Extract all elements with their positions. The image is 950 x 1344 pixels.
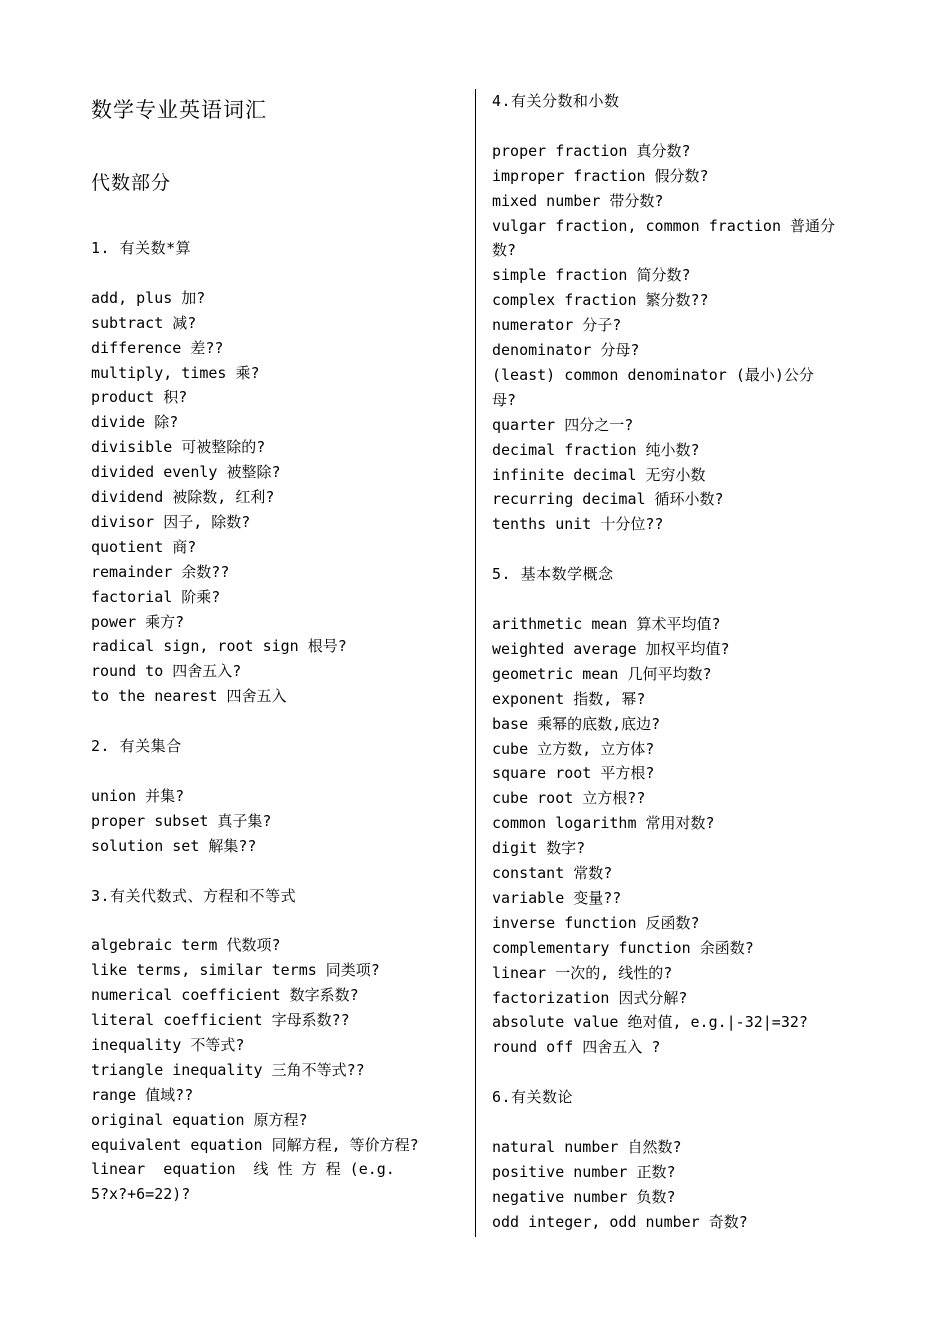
vocab-entry: original equation 原方程? bbox=[91, 1110, 308, 1129]
vocab-entry: product 积? bbox=[91, 388, 188, 407]
vocab-entry: mixed number 带分数? bbox=[492, 191, 664, 210]
vocab-entry: difference 差?? bbox=[91, 338, 224, 357]
vocab-entry: multiply, times 乘? bbox=[91, 363, 260, 382]
vocab-entry: equivalent equation 同解方程, 等价方程? bbox=[91, 1135, 419, 1154]
subsection-heading: 4.有关分数和小数 bbox=[492, 92, 620, 110]
blank-line bbox=[91, 859, 459, 884]
vocab-entry: square root 平方根? bbox=[492, 764, 655, 783]
vocab-entry: literal coefficient 字母系数?? bbox=[91, 1011, 350, 1030]
left-column bbox=[91, 236, 459, 1207]
vocab-entry: weighted average 加权平均值? bbox=[492, 639, 730, 658]
vocab-entry: common logarithm 常用对数? bbox=[492, 814, 715, 833]
blank-line bbox=[91, 261, 459, 286]
vocab-entry: linear equation 线 性 方 程 (e.g. bbox=[91, 1160, 395, 1179]
vocab-entry: to the nearest 四舍五入 bbox=[91, 687, 287, 706]
subsection-heading: 2. 有关集合 bbox=[91, 737, 182, 756]
blank-line bbox=[492, 537, 864, 562]
vocab-entry: subtract 减? bbox=[91, 313, 197, 332]
vocab-entry: like terms, similar terms 同类项? bbox=[91, 961, 380, 980]
vocab-entry: positive number 正数? bbox=[492, 1162, 676, 1181]
vocab-entry: odd integer, odd number 奇数? bbox=[492, 1212, 748, 1231]
vocab-entry: negative number 负数? bbox=[492, 1187, 676, 1206]
subsection-heading: 5. 基本数学概念 bbox=[492, 565, 614, 584]
vocab-entry: radical sign, root sign 根号? bbox=[91, 637, 347, 656]
vocab-entry: inverse function 反函数? bbox=[492, 913, 700, 932]
vocab-entry: numerator 分子? bbox=[492, 316, 622, 335]
vocab-entry: divide 除? bbox=[91, 413, 179, 432]
subsection-heading: 1. 有关数*算 bbox=[91, 239, 192, 257]
vocab-entry: denominator 分母? bbox=[492, 341, 640, 360]
vocab-entry: proper subset 真子集? bbox=[91, 811, 272, 830]
blank-line bbox=[492, 1110, 864, 1135]
vocab-entry: geometric mean 几何平均数? bbox=[492, 664, 712, 683]
vocab-entry: cube 立方数, 立方体? bbox=[492, 739, 655, 758]
vocab-entry: improper fraction 假分数? bbox=[492, 166, 709, 185]
vocab-entry: 母? bbox=[492, 390, 517, 409]
blank-line bbox=[91, 709, 459, 734]
vocab-entry: factorial 阶乘? bbox=[91, 587, 221, 606]
vocab-entry: inequality 不等式? bbox=[91, 1035, 245, 1054]
vocab-entry: complementary function 余函数? bbox=[492, 938, 754, 957]
blank-line bbox=[91, 759, 459, 784]
vocab-entry: cube root 立方根?? bbox=[492, 789, 646, 808]
vocab-entry: round to 四舍五入? bbox=[91, 662, 242, 681]
vocab-entry: divided evenly 被整除? bbox=[91, 463, 281, 482]
vocab-entry: variable 变量?? bbox=[492, 888, 622, 907]
vocab-entry: decimal fraction 纯小数? bbox=[492, 440, 700, 459]
vocab-entry: factorization 因式分解? bbox=[492, 988, 688, 1007]
column-divider bbox=[475, 89, 476, 1237]
vocab-entry: simple fraction 简分数? bbox=[492, 266, 691, 285]
vocab-entry: infinite decimal 无穷小数 bbox=[492, 465, 706, 484]
vocab-entry: dividend 被除数, 红利? bbox=[91, 488, 275, 507]
vocab-entry: range 值域?? bbox=[91, 1085, 194, 1104]
vocab-entry: quarter 四分之一? bbox=[492, 415, 634, 434]
vocab-entry: arithmetic mean 算术平均值? bbox=[492, 614, 721, 633]
vocab-entry: complex fraction 繁分数?? bbox=[492, 291, 709, 310]
vocab-entry: algebraic term 代数项? bbox=[91, 936, 281, 955]
blank-line bbox=[492, 587, 864, 612]
page-title: 数学专业英语词汇 bbox=[91, 98, 267, 122]
subsection-heading: 3.有关代数式、方程和不等式 bbox=[91, 886, 297, 905]
vocab-entry: tenths unit 十分位?? bbox=[492, 515, 664, 534]
vocab-entry: digit 数字? bbox=[492, 839, 586, 858]
vocab-entry: 数? bbox=[492, 241, 517, 260]
subsection-heading: 6.有关数论 bbox=[492, 1088, 574, 1107]
section-title: 代数部分 bbox=[91, 172, 172, 194]
vocab-entry: exponent 指数, 幂? bbox=[492, 689, 646, 708]
blank-line bbox=[492, 114, 864, 139]
vocab-entry: (least) common denominator (最小)公分 bbox=[492, 365, 814, 384]
vocab-entry: triangle inequality 三角不等式?? bbox=[91, 1060, 365, 1079]
vocab-entry: power 乘方? bbox=[91, 612, 185, 631]
vocab-entry: solution set 解集?? bbox=[91, 836, 257, 855]
vocab-entry: 5?x?+6=22)? bbox=[91, 1185, 191, 1204]
vocab-entry: constant 常数? bbox=[492, 864, 613, 883]
vocab-entry: divisible 可被整除的? bbox=[91, 438, 266, 457]
vocab-entry: natural number 自然数? bbox=[492, 1137, 682, 1156]
vocab-entry: numerical coefficient 数字系数? bbox=[91, 986, 359, 1005]
vocab-entry: linear 一次的, 线性的? bbox=[492, 963, 673, 982]
vocab-entry: quotient 商? bbox=[91, 537, 197, 556]
right-column bbox=[492, 89, 864, 1235]
blank-line bbox=[492, 1060, 864, 1085]
vocab-entry: absolute value 绝对值, e.g.|-32|=32? bbox=[492, 1013, 808, 1032]
blank-line bbox=[91, 908, 459, 933]
vocab-entry: base 乘幂的底数,底边? bbox=[492, 714, 661, 733]
vocab-entry: remainder 余数?? bbox=[91, 562, 230, 581]
vocab-entry: vulgar fraction, common fraction 普通分 bbox=[492, 216, 836, 235]
vocab-entry: round off 四舍五入 ? bbox=[492, 1038, 661, 1057]
vocab-entry: proper fraction 真分数? bbox=[492, 141, 691, 160]
vocab-entry: recurring decimal 循环小数? bbox=[492, 490, 724, 509]
vocab-entry: union 并集? bbox=[91, 786, 185, 805]
vocab-entry: divisor 因子, 除数? bbox=[91, 512, 251, 531]
vocab-entry: add, plus 加? bbox=[91, 288, 206, 307]
